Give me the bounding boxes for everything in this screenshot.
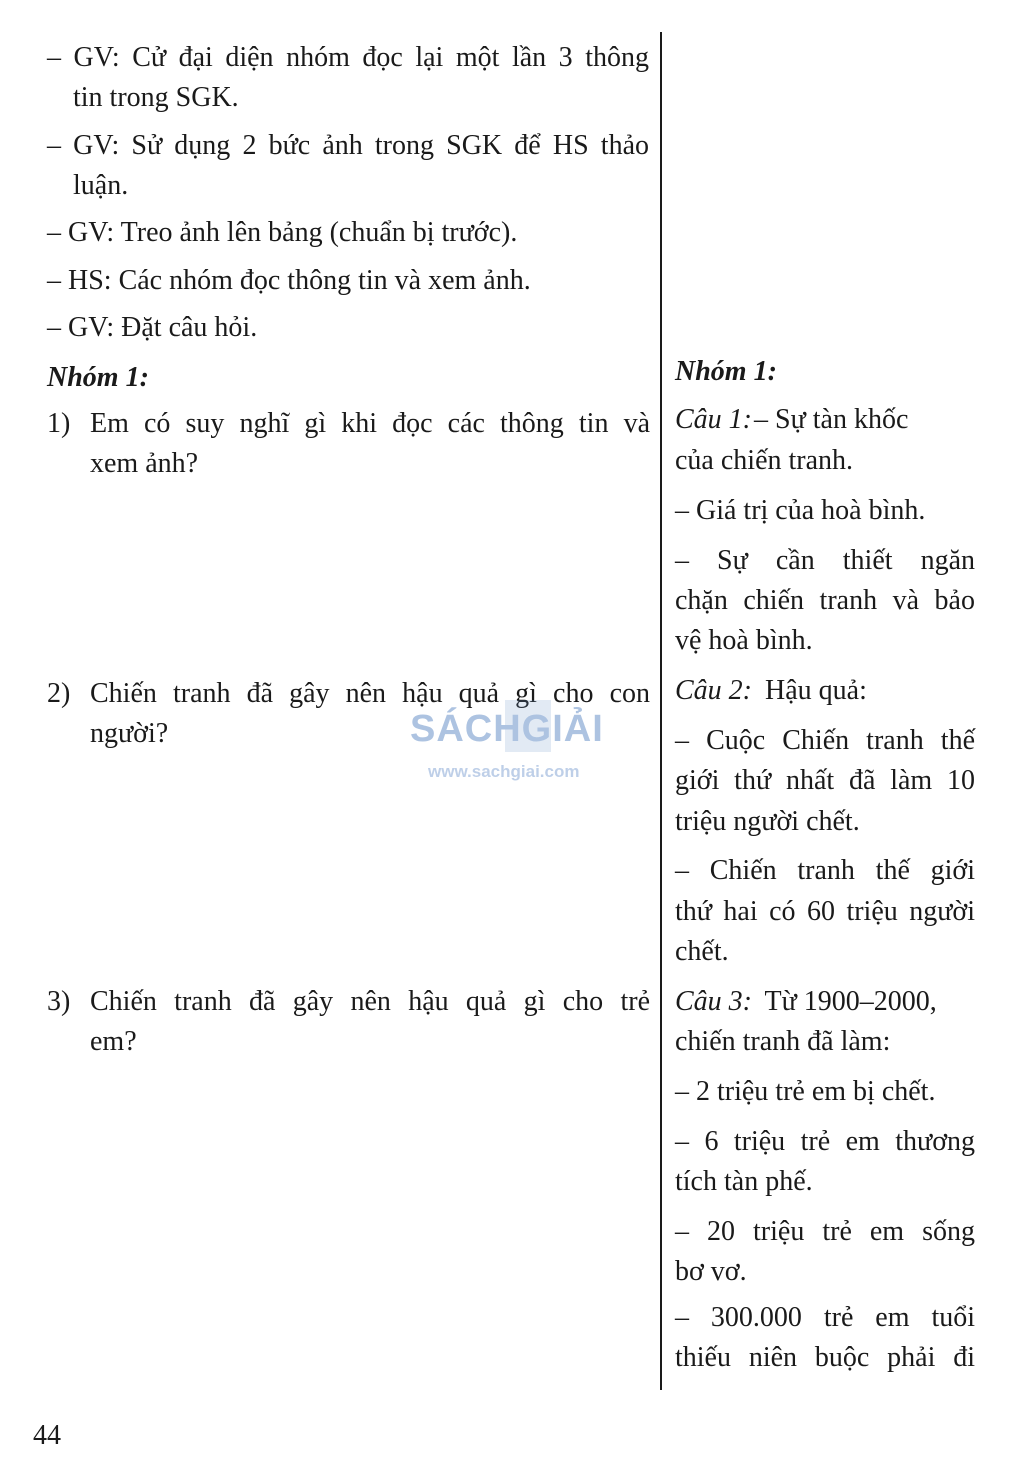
answer-3-line-9: thiếu niên buộc phải đi [675, 1342, 975, 1373]
answer-2-line-2: – Cuộc Chiến tranh thế [675, 725, 975, 756]
answer-1-label: Câu 1: [675, 404, 752, 435]
left-group-heading: Nhóm 1: [47, 362, 149, 393]
question-2-line-2: người? [90, 718, 169, 749]
intro-line-1: – GV: Cử đại diện nhóm đọc lại một lần 3 thông [47, 42, 649, 73]
answer-2-line-7: chết. [675, 936, 729, 967]
intro-line-2: tin trong SGK. [73, 82, 239, 113]
answer-2-line-5: – Chiến tranh thế giới [675, 855, 975, 886]
answer-3-line-7: bơ vơ. [675, 1256, 747, 1287]
answer-2-label: Câu 2: [675, 675, 752, 706]
answer-3-line-8: – 300.000 trẻ em tuổi [675, 1302, 975, 1333]
answer-2-line-3: giới thứ nhất đã làm 10 [675, 765, 975, 796]
answer-1-line-5: chặn chiến tranh và bảo [675, 585, 975, 616]
right-group-heading: Nhóm 1: [675, 356, 777, 387]
column-divider [660, 32, 662, 1390]
answer-1-line-3: – Giá trị của hoà bình. [675, 495, 926, 526]
answer-1-first-text: – Sự tàn khốc [754, 404, 909, 435]
question-3-line-2: em? [90, 1026, 137, 1057]
answer-3-line-3: – 2 triệu trẻ em bị chết. [675, 1076, 936, 1107]
question-1-line-1: Em có suy nghĩ gì khi đọc các thông tin và [90, 408, 650, 439]
answer-3-first-text: Từ 1900–2000, [758, 986, 937, 1017]
intro-line-5: – GV: Treo ảnh lên bảng (chuẩn bị trước). [47, 217, 518, 248]
answer-1-line-2: của chiến tranh. [675, 445, 854, 476]
answer-3-line-4: – 6 triệu trẻ em thương [675, 1126, 975, 1157]
intro-line-3: – GV: Sử dụng 2 bức ảnh trong SGK để HS thảo [47, 130, 649, 161]
question-3-number: 3) [47, 986, 71, 1017]
answer-3-label: Câu 3: [675, 986, 752, 1017]
answer-3-line-5: tích tàn phế. [675, 1166, 813, 1197]
intro-line-6: – HS: Các nhóm đọc thông tin và xem ảnh. [47, 265, 531, 296]
question-3-line-1: Chiến tranh đã gây nên hậu quả gì cho trẻ [90, 986, 650, 1017]
answer-3-line-2: chiến tranh đã làm: [675, 1026, 891, 1057]
watermark-url: www.sachgiai.com [428, 762, 580, 781]
intro-line-7: – GV: Đặt câu hỏi. [47, 312, 258, 343]
answer-2-line-1 [675, 671, 975, 711]
answer-3-line-6: – 20 triệu trẻ em sống [675, 1216, 975, 1247]
intro-line-4: luận. [73, 170, 129, 201]
question-2-line-1: Chiến tranh đã gây nên hậu quả gì cho con [90, 678, 650, 709]
answer-2-line-6: thứ hai có 60 triệu người [675, 896, 975, 927]
question-2-number: 2) [47, 678, 71, 709]
answer-3-line-1 [675, 982, 975, 1022]
answer-1-line-4: – Sự cần thiết ngăn [675, 545, 975, 576]
answer-2-line-4: triệu người chết. [675, 806, 860, 837]
answer-1-line-1 [675, 400, 975, 440]
question-1-number: 1) [47, 408, 71, 439]
answer-1-line-6: vệ hoà bình. [675, 625, 813, 656]
watermark [410, 700, 620, 790]
watermark-logo: SÁCHGIẢI [410, 708, 604, 750]
question-1-line-2: xem ảnh? [90, 448, 199, 479]
page-number: 44 [33, 1420, 61, 1451]
answer-2-first-text: Hậu quả: [758, 675, 867, 706]
